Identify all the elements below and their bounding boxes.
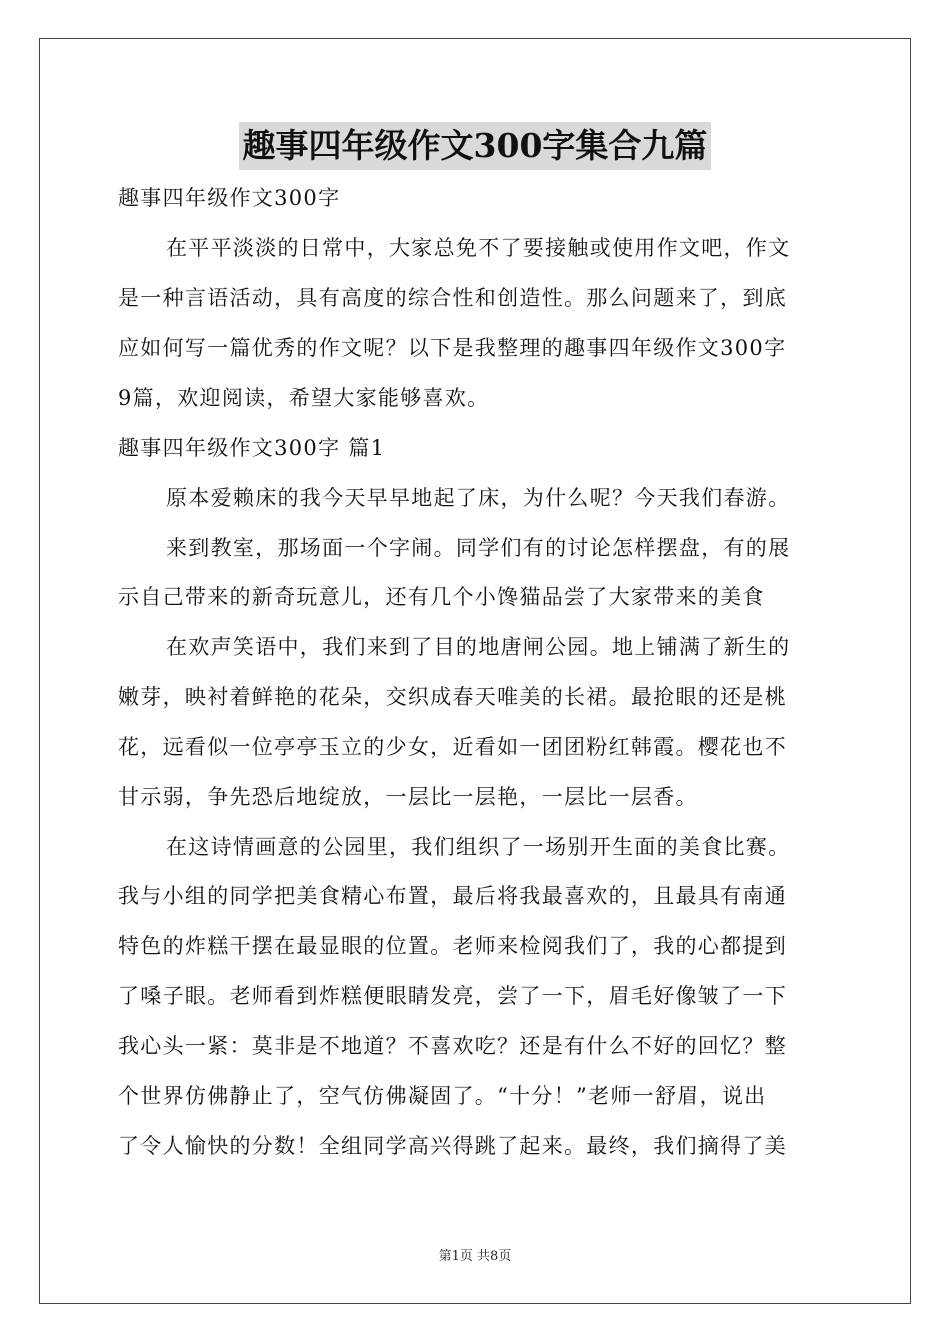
paragraph-line: 我心头一紧：莫非是不地道？不喜欢吃？还是有什么不好的回忆？整 xyxy=(118,1034,787,1058)
paragraph-line: 花，远看似一位亭亭玉立的少女，近看如一团团粉红韩霞。樱花也不 xyxy=(118,735,787,759)
paragraph-line: 了嗓子眼。老师看到炸糕便眼睛发亮，尝了一下，眉毛好像皱了一下 xyxy=(118,984,787,1008)
page-footer: 第1页 共8页 xyxy=(438,1249,512,1264)
paragraph-line: 来到教室，那场面一个字闹。同学们有的讨论怎样摆盘，有的展 xyxy=(166,536,791,560)
paragraph-line: 特色的炸糕干摆在最显眼的位置。老师来检阅我们了，我的心都提到 xyxy=(118,934,787,958)
paragraph-line: 了令人愉快的分数！全组同学高兴得跳了起来。最终，我们摘得了美 xyxy=(118,1134,787,1158)
subtitle-line: 趣事四年级作文300字 xyxy=(118,186,341,210)
paragraph-line: 示自己带来的新奇玩意儿，还有几个小馋猫品尝了大家带来的美食 xyxy=(118,585,765,609)
document-title: 趣事四年级作文300字集合九篇 xyxy=(239,122,712,170)
paragraph-line: 在欢声笑语中，我们来到了目的地唐闸公园。地上铺满了新生的 xyxy=(166,635,791,659)
paragraph-line: 9篇，欢迎阅读，希望大家能够喜欢。 xyxy=(118,386,490,410)
paragraph-line: 在这诗情画意的公园里，我们组织了一场别开生面的美食比赛。 xyxy=(166,835,791,859)
paragraph-line: 在平平淡淡的日常中，大家总免不了要接触或使用作文吧，作文 xyxy=(166,236,791,260)
section-heading: 趣事四年级作文300字 篇1 xyxy=(118,436,386,460)
paragraph-line: 我与小组的同学把美食精心布置，最后将我最喜欢的，且最具有南通 xyxy=(118,884,787,908)
paragraph-line: 个世界仿佛静止了，空气仿佛凝固了。“十分！”老师一舒眉，说出 xyxy=(118,1084,767,1108)
paragraph-line: 甘示弱，争先恐后地绽放，一层比一层艳，一层比一层香。 xyxy=(118,785,698,809)
paragraph-line: 是一种言语活动，具有高度的综合性和创造性。那么问题来了，到底 xyxy=(118,286,787,310)
page-border xyxy=(39,38,911,1304)
paragraph-line: 嫩芽，映衬着鲜艳的花朵，交织成春天唯美的长裙。最抢眼的还是桃 xyxy=(118,685,787,709)
paragraph-line: 原本爱赖床的我今天早早地起了床，为什么呢？今天我们春游。 xyxy=(166,486,791,510)
paragraph-line: 应如何写一篇优秀的作文呢？以下是我整理的趣事四年级作文300字 xyxy=(118,336,787,360)
